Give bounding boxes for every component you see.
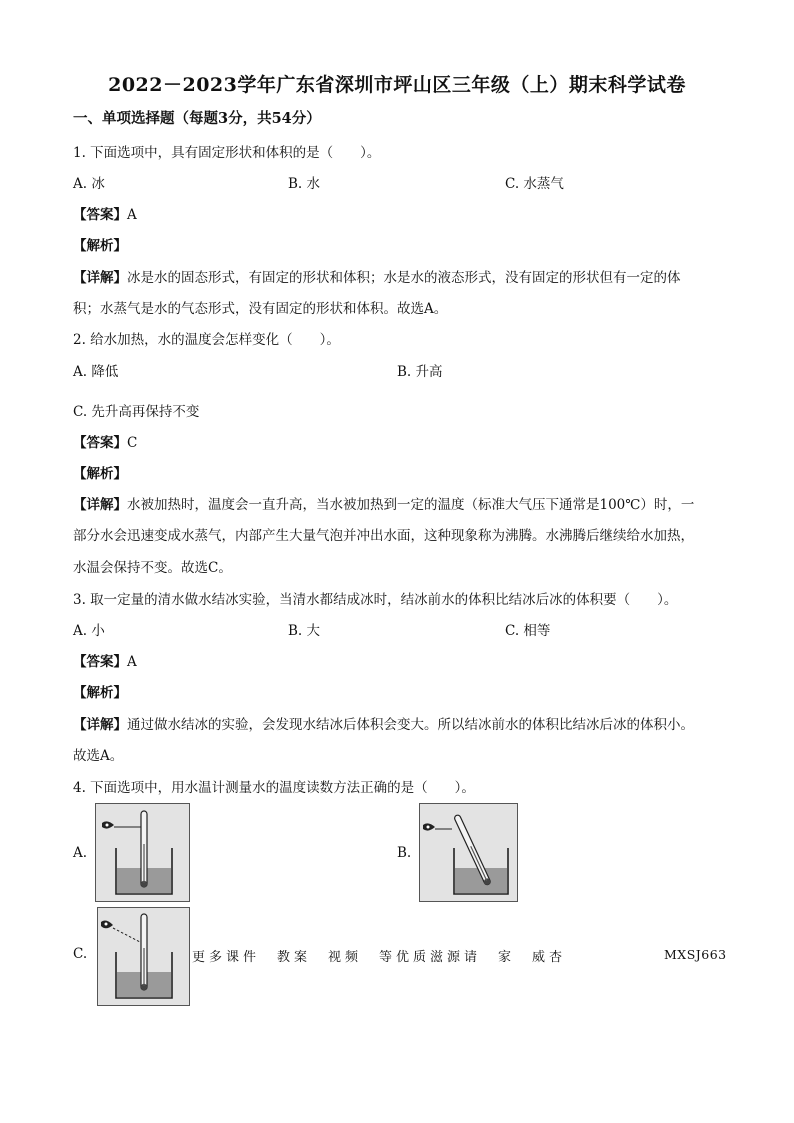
q2-option-c: C. 先升高再保持不变 xyxy=(73,404,200,420)
answer-value: C xyxy=(127,435,138,451)
q2-detail-line-2: 部分水会迅速变成水蒸气，内部产生大量气泡并冲出水面，这种现象称为沸腾。水沸腾后继续给水加热， xyxy=(73,528,694,544)
q3-detail-line-2: 故选A。 xyxy=(73,748,124,764)
question-2-stem: 2. 给水加热，水的温度会怎样变化（ ）。 xyxy=(73,332,340,348)
detail-label: 【详解】 xyxy=(73,497,127,513)
footer-promo-text: 更多课件 教案 视频 等优质滋源请 家 威杏 xyxy=(192,950,567,965)
question-1-stem: 1. 下面选项中，具有固定形状和体积的是（ ）。 xyxy=(73,145,381,161)
q3-detail-line-1 xyxy=(73,713,694,733)
detail-text: 水被加热时，温度会一直升高，当水被加热到一定的温度（标准大气压下通常是100℃）时，一 xyxy=(127,497,695,513)
question-3-stem: 3. 取一定量的清水做水结冰实验，当清水都结成冰时，结冰前水的体积比结冰后冰的体积要（ ）。 xyxy=(73,592,678,608)
analysis-label: 【解析】 xyxy=(73,466,127,482)
q3-analysis xyxy=(73,681,127,701)
answer-value: A xyxy=(127,207,137,223)
footer-code: MXSJ663 xyxy=(664,947,727,962)
q1-detail-line-1 xyxy=(73,266,681,286)
q1-option-c: C. 水蒸气 xyxy=(505,176,564,192)
analysis-label: 【解析】 xyxy=(73,238,127,254)
detail-text: 通过做水结冰的实验，会发现水结冰后体积会变大。所以结冰前水的体积比结冰后冰的体积小。 xyxy=(127,717,694,733)
answer-label: 【答案】 xyxy=(73,207,127,223)
q4-option-b-label: B. xyxy=(397,845,412,861)
q2-detail-line-3: 水温会保持不变。故选C。 xyxy=(73,560,232,576)
detail-text: 冰是水的固态形式，有固定的形状和体积；水是水的液态形式，没有固定的形状但有一定的体 xyxy=(127,270,681,286)
q2-analysis xyxy=(73,462,127,482)
q4-option-a-label: A. xyxy=(73,845,88,861)
q1-analysis xyxy=(73,234,127,254)
section-heading: 一、单项选择题（每题3分，共54分） xyxy=(73,110,321,127)
answer-label: 【答案】 xyxy=(73,654,127,670)
q2-answer xyxy=(73,431,137,451)
answer-value: A xyxy=(127,654,137,670)
q2-option-a: A. 降低 xyxy=(73,364,119,380)
q3-option-b: B. 大 xyxy=(288,623,321,639)
q4-figure-c xyxy=(97,907,190,1006)
q2-option-b: B. 升高 xyxy=(397,364,443,380)
q3-answer xyxy=(73,650,137,670)
q4-option-c-label: C. xyxy=(73,946,88,962)
q1-answer xyxy=(73,203,137,223)
page-title: 2022－2023学年广东省深圳市坪山区三年级（上）期末科学试卷 xyxy=(108,74,686,96)
answer-label: 【答案】 xyxy=(73,435,127,451)
q3-option-c: C. 相等 xyxy=(505,623,551,639)
analysis-label: 【解析】 xyxy=(73,685,127,701)
q3-option-a: A. 小 xyxy=(73,623,105,639)
q4-figure-b xyxy=(419,803,518,902)
q1-detail-line-2: 积；水蒸气是水的气态形式，没有固定的形状和体积。故选A。 xyxy=(73,301,448,317)
q4-figure-a xyxy=(95,803,190,902)
question-4-stem: 4. 下面选项中，用水温计测量水的温度读数方法正确的是（ ）。 xyxy=(73,780,475,796)
q1-option-a: A. 冰 xyxy=(73,176,105,192)
detail-label: 【详解】 xyxy=(73,270,127,286)
q1-option-b: B. 水 xyxy=(288,176,321,192)
q2-detail-line-1 xyxy=(73,493,694,513)
detail-label: 【详解】 xyxy=(73,717,127,733)
